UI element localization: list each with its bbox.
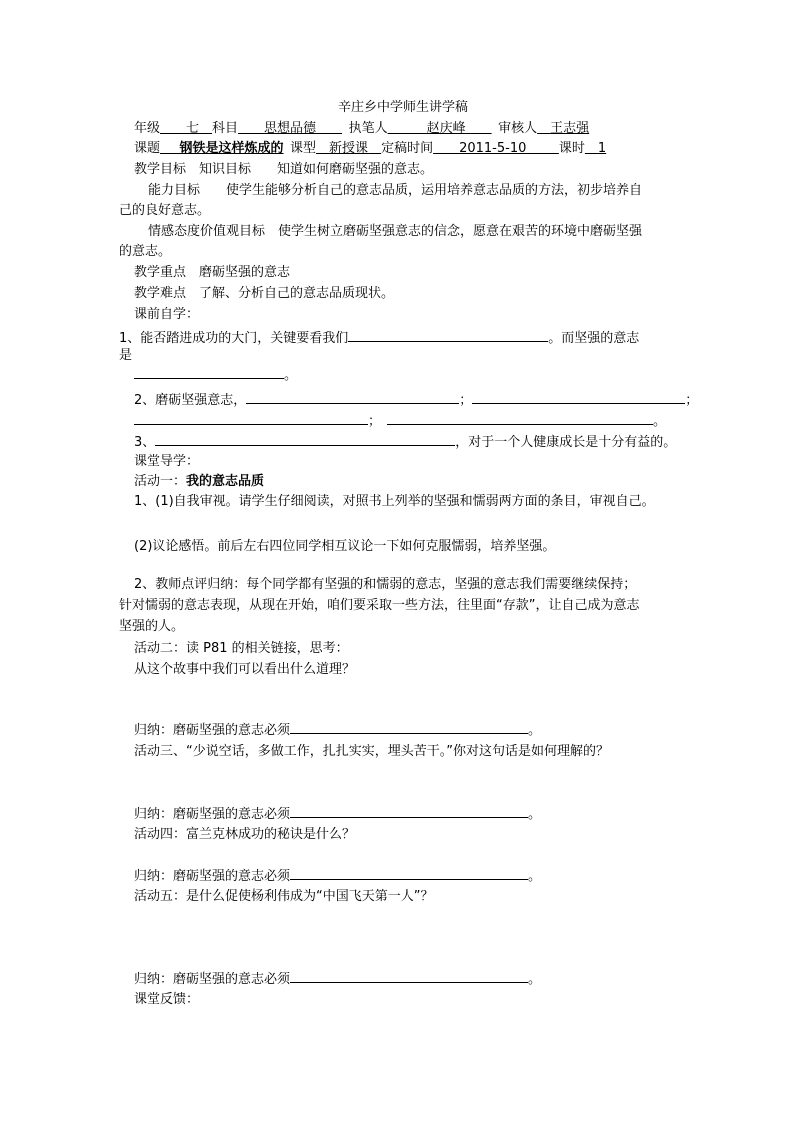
reviewer-value: 王志强	[550, 121, 590, 136]
date-value: 2011-5-10	[459, 141, 527, 156]
class-heading: 课堂导学：	[134, 454, 200, 469]
grade-label: 年级	[134, 121, 161, 136]
period: 。	[528, 869, 542, 884]
writer-label: 执笔人	[348, 121, 388, 136]
ability-goal-line-2: 己的良好意志。	[119, 203, 211, 218]
q1-text-a: 1、能否踏进成功的大门，关键要看我们	[119, 331, 349, 346]
semicolon: ；	[368, 414, 382, 429]
subject-label: 科目	[212, 121, 239, 136]
summary-blank[interactable]	[290, 867, 528, 880]
activity-2-line-1: 活动二：读 P81 的相关链接，思考：	[134, 641, 349, 656]
q3-blank[interactable]	[155, 433, 455, 446]
activity-1-q1: 1、(1)自我审视。请学生仔细阅读，对照书上列举的坚强和懦弱两方面的条目，审视自己。	[134, 494, 655, 509]
q1-text-c: 是	[119, 348, 133, 363]
summary-5	[134, 970, 541, 989]
subject-value: 思想品德	[264, 121, 317, 136]
q2-blank-4[interactable]	[387, 412, 653, 425]
summary-blank[interactable]	[290, 805, 528, 818]
knowledge-goal: 教学目标 知识目标 知道如何磨砺坚强的意志。	[134, 162, 434, 177]
hours-label: 课时	[558, 141, 585, 156]
header-row-1	[134, 120, 589, 138]
q2-blank-1[interactable]	[246, 391, 459, 404]
q1-blank-1[interactable]	[348, 329, 548, 342]
key-point: 教学重点 磨砺坚强的意志	[134, 265, 291, 280]
summary-label: 归纳：磨砺坚强的意志必须	[134, 723, 291, 738]
header-row-2	[134, 140, 606, 158]
activity-1-q3-line-3: 坚强的人。	[119, 619, 185, 634]
semicolon: ；	[685, 393, 699, 408]
preview-q2	[134, 391, 698, 410]
activity-1-label: 活动一：	[134, 474, 187, 489]
emotion-goal-line-1: 情感态度价值观目标 使学生树立磨砺坚强意志的信念，愿意在艰苦的环境中磨砺坚强	[148, 224, 643, 239]
period: 。	[653, 414, 667, 429]
activity-1-heading	[134, 473, 264, 491]
activity-1-q3-line-1: 2、教师点评归纳：每个同学都有坚强的和懦弱的意志，坚强的意志我们需要继续保持；	[134, 577, 637, 592]
grade-value: 七	[186, 121, 200, 136]
semicolon: ；	[459, 393, 473, 408]
activity-1-q2: (2)议论感悟。前后左右四位同学相互议论一下如何克服懦弱，培养坚强。	[134, 539, 556, 554]
preview-heading: 课前自学：	[134, 307, 200, 322]
period: 。	[284, 368, 298, 383]
period: 。	[528, 807, 542, 822]
summary-label: 归纳：磨砺坚强的意志必须	[134, 869, 291, 884]
q2-blank-2[interactable]	[472, 391, 685, 404]
preview-q3	[134, 433, 676, 452]
summary-4	[134, 867, 541, 886]
reviewer-label: 审核人	[498, 121, 538, 136]
summary-blank[interactable]	[290, 721, 528, 734]
activity-3: 活动三、“少说空话，多做工作，扎扎实实，埋头苦干。”你对这句话是如何理解的？	[134, 744, 609, 759]
period: 。	[528, 972, 542, 987]
topic-label: 课题	[134, 141, 161, 156]
hours-value: 1	[597, 141, 607, 156]
activity-2-line-2: 从这个故事中我们可以看出什么道理？	[134, 662, 356, 677]
date-label: 定稿时间	[381, 141, 434, 156]
summary-blank[interactable]	[290, 970, 528, 983]
type-value: 新授课	[329, 141, 369, 156]
emotion-goal-line-2: 的意志。	[119, 244, 172, 259]
topic-value: 钢铁是这样炼成的	[179, 141, 284, 156]
preview-q1	[119, 329, 639, 348]
activity-1-title: 我的意志品质	[186, 474, 265, 489]
q1-text-b: 。而坚强的意志	[548, 331, 640, 346]
ability-goal-line-1: 能力目标 使学生能够分析自己的意志品质，运用培养意志品质的方法，初步培养自	[148, 183, 643, 198]
summary-2	[134, 721, 541, 740]
page-title: 辛庄乡中学师生讲学稿	[338, 100, 469, 115]
q1-blank-2[interactable]	[134, 366, 284, 379]
summary-3	[134, 805, 541, 824]
difficulty: 教学难点 了解、分析自己的意志品质现状。	[134, 286, 395, 301]
activity-4: 活动四：富兰克林成功的秘诀是什么？	[134, 827, 356, 842]
summary-label: 归纳：磨砺坚强的意志必须	[134, 972, 291, 987]
q2-text-a: 2、磨砺坚强意志，	[134, 393, 247, 408]
activity-1-q3-line-2: 针对懦弱的意志表现，从现在开始，咱们要采取一些方法，往里面“存款”，让自己成为意志	[119, 598, 640, 613]
writer-value: 赵庆峰	[426, 121, 466, 136]
type-label: 课型	[290, 141, 317, 156]
period: 。	[528, 723, 542, 738]
preview-q2-cont	[134, 412, 666, 431]
q2-blank-3[interactable]	[134, 412, 368, 425]
summary-label: 归纳：磨砺坚强的意志必须	[134, 807, 291, 822]
q3-text-a: 3、	[134, 435, 156, 450]
activity-5: 活动五：是什么促使杨利伟成为“中国飞天第一人”？	[134, 889, 434, 904]
preview-q1-cont	[134, 366, 297, 385]
feedback-heading: 课堂反馈：	[134, 992, 200, 1007]
q3-text-b: ，对于一个人健康成长是十分有益的。	[455, 435, 677, 450]
